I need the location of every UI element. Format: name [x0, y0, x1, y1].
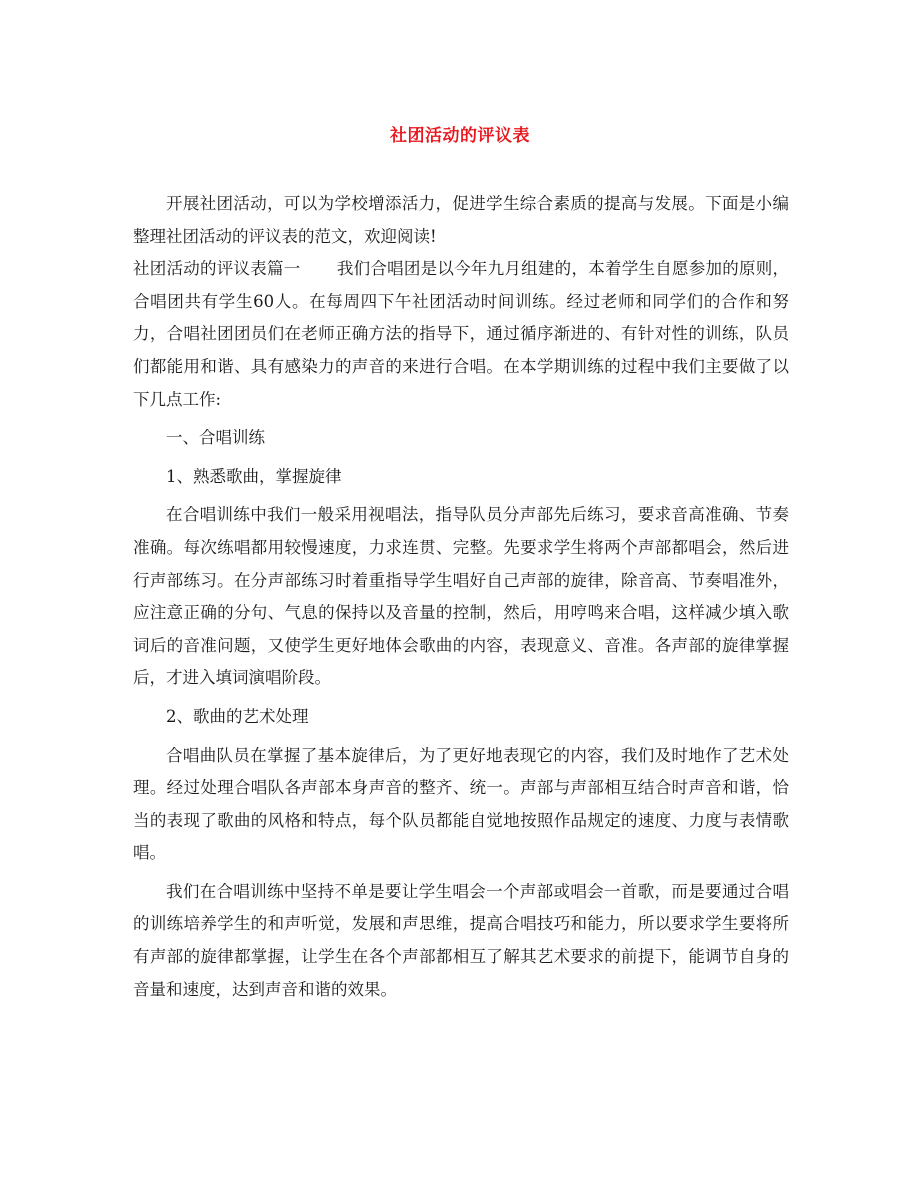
heading-choir-training: 一、合唱训练: [166, 428, 265, 448]
section-intro-text: 我们合唱团是以今年九月组建的，本着学生自愿参加的原则，合唱团共有学生60人。在每周四下午社团活动时间训练。经过老师和同学们的合作和努力，合唱社团团员们在老师正确方法的指导下，通过循序渐进的、有针对性的训练，队员们都能用和谐、具有感染力的声音的来进行合唱。在本学期训练的过程中我们主要做了以下几点工作:: [133, 259, 790, 409]
subheading-artistic-treatment: 2、歌曲的艺术处理: [166, 706, 309, 726]
intro-paragraph: 开展社团活动，可以为学校增添活力，促进学生综合素质的提高与发展。下面是小编整理社团活动的评议表的范文，欢迎阅读!: [133, 194, 789, 246]
page-title: 社团活动的评议表: [390, 126, 530, 146]
paragraph-artistic-treatment: 合唱曲队员在掌握了基本旋律后，为了更好地表现它的内容，我们及时地作了艺术处理。经过处理合唱队各声部本身声音的整齐、统一。声部与声部相互结合时声音和谐，恰当的表现了歌曲的风格和特点，每个队员都能自觉地按照作品规定的速度、力度与表情歌唱。: [133, 745, 789, 863]
document-body: [133, 188, 789, 1006]
paragraph-harmony-training: 我们在合唱训练中坚持不单是要让学生唱会一个声部或唱会一首歌，而是要通过合唱的训练培养学生的和声听觉，发展和声思维，提高合唱技巧和能力，所以要求学生要将所有声部的旋律都掌握，让学生在各个声部都相互了解其艺术要求的前提下，能调节自身的音量和速度，达到声音和谐的效果。: [133, 881, 789, 999]
paragraph-sight-singing: 在合唱训练中我们一般采用视唱法，指导队员分声部先后练习，要求音高准确、节奏准确。每次练唱都用较慢速度，力求连贯、完整。先要求学生将两个声部都唱会，然后进行声部练习。在分声部练习时着重指导学生唱好自己声部的旋律，除音高、节奏唱准外，应注意正确的分句、气息的保持以及音量的控制，然后，用哼鸣来合唱，这样减少填入歌词后的音准问题，又使学生更好地体会歌曲的内容，表现意义、音准。各声部的旋律掌握后，才进入填词演唱阶段。: [133, 505, 789, 688]
section-label: 社团活动的评议表篇一: [133, 259, 301, 279]
subheading-familiarize-songs: 1、熟悉歌曲，掌握旋律: [166, 466, 342, 486]
section-paragraph: [133, 253, 789, 416]
